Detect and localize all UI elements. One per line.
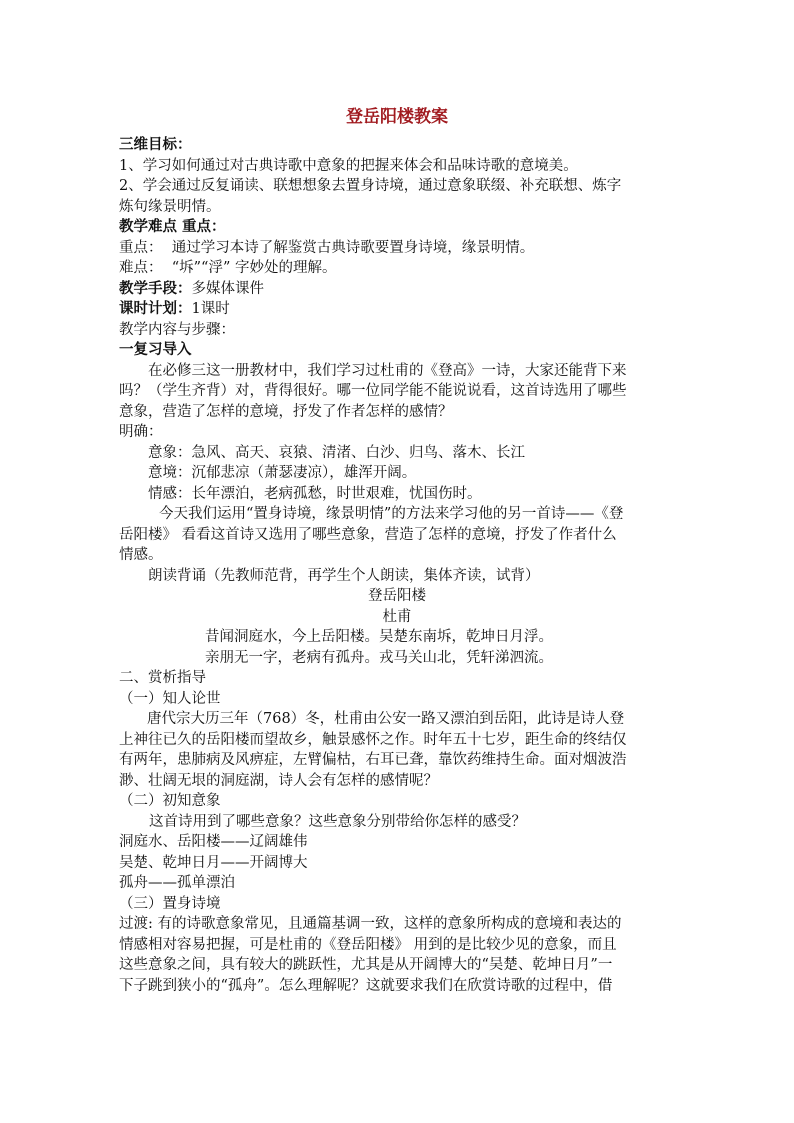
review-para-1: 在必修三这一册教材中，我们学习过杜甫的《登高》一诗，大家还能背下来 [148, 362, 627, 379]
steps-label: 教学内容与步骤： [119, 321, 235, 338]
key-point: 重点： 通过学习本诗了解鉴赏古典诗歌要置身诗境，缘景明情。 [119, 239, 535, 256]
review-para-2: 吗？（学生齐背）对，背得很好。哪一位同学能不能说说看，这首诗选用了哪些 [119, 383, 627, 399]
lesson-plan-value: 1课时 [191, 301, 230, 317]
lesson-plan [119, 299, 675, 320]
lesson-plan-label: 课时计划： [119, 300, 192, 317]
teaching-means-label: 教学手段： [119, 279, 192, 297]
section-1-para-1: 唐代宗大历三年（768）冬，杜甫由公安一路又漂泊到岳阳，此诗是诗人登 [147, 711, 625, 727]
goal-line-1: 1、学习如何通过对古典诗歌中意象的把握来体会和品味诗歌的意境美。 [119, 157, 578, 174]
section-3-para-2: 情感相对容易把握，可是杜甫的《登岳阳楼》 用到的是比较少见的意象，而且 [119, 936, 617, 953]
document-body [119, 106, 675, 996]
today-para-3: 情感。 [119, 547, 163, 563]
poem-line-1: 昔闻洞庭水，今上岳阳楼。吴楚东南坼，乾坤日月浮。 [205, 629, 553, 645]
document-title: 登岳阳楼教案 [346, 107, 448, 127]
difficulty-heading: 教学难点 重点： [119, 218, 226, 235]
section-1-heading: （一）知人论世 [119, 690, 221, 707]
mingque-label: 明确： [119, 424, 163, 440]
reading-instructions: 朗读背诵（先教师范背，再学生个人朗读，集体齐读，试背） [148, 567, 540, 584]
hard-point: 难点： “坼”“浮” 字妙处的理解。 [119, 260, 337, 276]
section-1-para-4: 渺、壮阔无垠的洞庭湖，诗人会有怎样的感情呢？ [119, 772, 438, 789]
review-para-3: 意象，营造了怎样的意境，抒发了作者怎样的感情？ [119, 403, 453, 420]
goal-line-2a: 2、学会通过反复诵读、联想想象去置身诗境，通过意象联缀、补充联想、炼字 [119, 178, 622, 194]
today-para-2: 岳阳楼》 看看这首诗又选用了哪些意象，营造了怎样的意境，抒发了作者什么 [119, 526, 617, 543]
emotion-line: 情感：长年漂泊，老病孤愁，时世艰难，忧国伤时。 [148, 485, 482, 502]
section-2-answer-1: 洞庭水、岳阳楼——辽阔雄伟 [119, 834, 308, 850]
section-2-answer-3: 孤舟——孤单漂泊 [119, 875, 235, 891]
teaching-means-value: 多媒体课件 [191, 280, 264, 297]
section-3-para-1: 过渡: 有的诗歌意象常见，且通篇基调一致，这样的意象所构成的意境和表达的 [119, 916, 622, 932]
section-2-heading: （二）初知意象 [119, 793, 221, 809]
section-1-para-3: 有两年，患肺病及风痹症，左臂偏枯，右耳已聋，靠饮药维持生命。面对烟波浩 [119, 752, 627, 768]
section-3-para-3: 这些意象之间，具有较大的跳跃性，尤其是从开阔博大的“吴楚、乾坤日月”一 [119, 957, 613, 973]
mood-line: 意境：沉郁悲凉（萧瑟凄凉），雄浑开阔。 [148, 465, 417, 481]
imagery-line: 意象：急风、高天、哀猿、清渚、白沙、归鸟、落木、长江 [148, 444, 525, 461]
poem-title: 登岳阳楼 [368, 588, 426, 604]
today-para-1: 今天我们运用“置身诗境，缘景明情”的方法来学习他的另一首诗——《登 [159, 506, 624, 522]
analysis-heading: 二、赏析指导 [119, 670, 206, 686]
goal-line-2b: 炼句缘景明情。 [119, 198, 221, 215]
section-3-heading: （三）置身诗境 [119, 895, 221, 912]
review-heading: 一复习导入 [119, 341, 192, 358]
section-2-question: 这首诗用到了哪些意象？这些意象分别带给你怎样的感受？ [149, 813, 526, 830]
section-3-para-4: 下子跳到狭小的“孤舟”。怎么理解呢？这就要求我们在欣赏诗歌的过程中，借 [119, 977, 613, 994]
section-2-answer-2: 吴楚、乾坤日月——开阔博大 [119, 854, 308, 871]
poem-line-2: 亲朋无一字，老病有孤舟。戎马关山北，凭轩涕泗流。 [205, 649, 553, 666]
goals-heading: 三维目标： [119, 136, 192, 153]
section-1-para-2: 上神往已久的岳阳楼而望故乡，触景感怀之作。时年五十七岁，距生命的终结仅 [119, 731, 627, 748]
teaching-means [119, 279, 675, 300]
poem-author: 杜甫 [382, 608, 412, 625]
